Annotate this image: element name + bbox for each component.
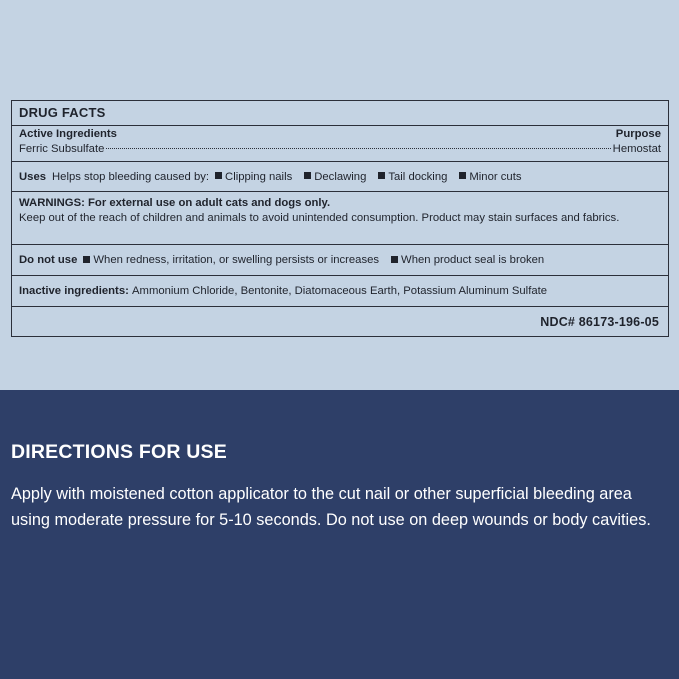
active-ingredients-header: Active Ingredients: [19, 128, 117, 140]
inactive-ingredients-label: Inactive ingredients:: [19, 285, 129, 297]
ndc-number: NDC# 86173-196-05: [12, 306, 668, 336]
uses-item: Tail docking: [378, 171, 447, 183]
drug-facts-title: DRUG FACTS: [19, 105, 106, 120]
square-bullet-icon: [391, 256, 398, 263]
uses-label: Uses: [19, 170, 47, 183]
do-not-use-item: When product seal is broken: [391, 254, 544, 266]
square-bullet-icon: [459, 172, 466, 179]
inactive-ingredients-text: Ammonium Chloride, Bentonite, Diatomaceous Earth, Potassium Aluminum Sulfate: [132, 285, 548, 297]
active-ingredients-section: [12, 125, 668, 161]
dot-leader: [106, 148, 610, 149]
uses-item: Clipping nails: [215, 171, 292, 183]
uses-item: Declawing: [304, 171, 366, 183]
uses-section: [12, 161, 668, 191]
directions-title: DIRECTIONS FOR USE: [11, 441, 227, 463]
directions-panel: [0, 390, 679, 679]
active-ingredient-purpose: Hemostat: [612, 143, 661, 155]
square-bullet-icon: [304, 172, 311, 179]
purpose-header: Purpose: [615, 128, 661, 140]
do-not-use-section: [12, 244, 668, 275]
active-ingredient-name: Ferric Subsulfate: [19, 143, 105, 155]
warnings-label: WARNINGS: For external use on adult cats and dogs only.: [19, 197, 331, 209]
square-bullet-icon: [215, 172, 222, 179]
uses-item: Minor cuts: [459, 171, 521, 183]
square-bullet-icon: [83, 256, 90, 263]
uses-intro: Helps stop bleeding caused by:: [52, 170, 210, 183]
warnings-text: Keep out of the reach of children and animals to avoid unintended consumption. Product may stain surfaces and fabrics.: [19, 212, 620, 224]
square-bullet-icon: [378, 172, 385, 179]
drug-facts-box: [11, 100, 669, 337]
do-not-use-label: Do not use: [19, 254, 78, 266]
do-not-use-item: When redness, irritation, or swelling persists or increases: [83, 254, 379, 266]
warnings-section: [12, 191, 668, 244]
directions-text: Apply with moistened cotton applicator to the cut nail or other superficial bleeding area using moderate pressure for 5-10 seconds. Do not use on deep wounds or body cavities.: [11, 485, 651, 529]
inactive-ingredients-section: [12, 275, 668, 306]
